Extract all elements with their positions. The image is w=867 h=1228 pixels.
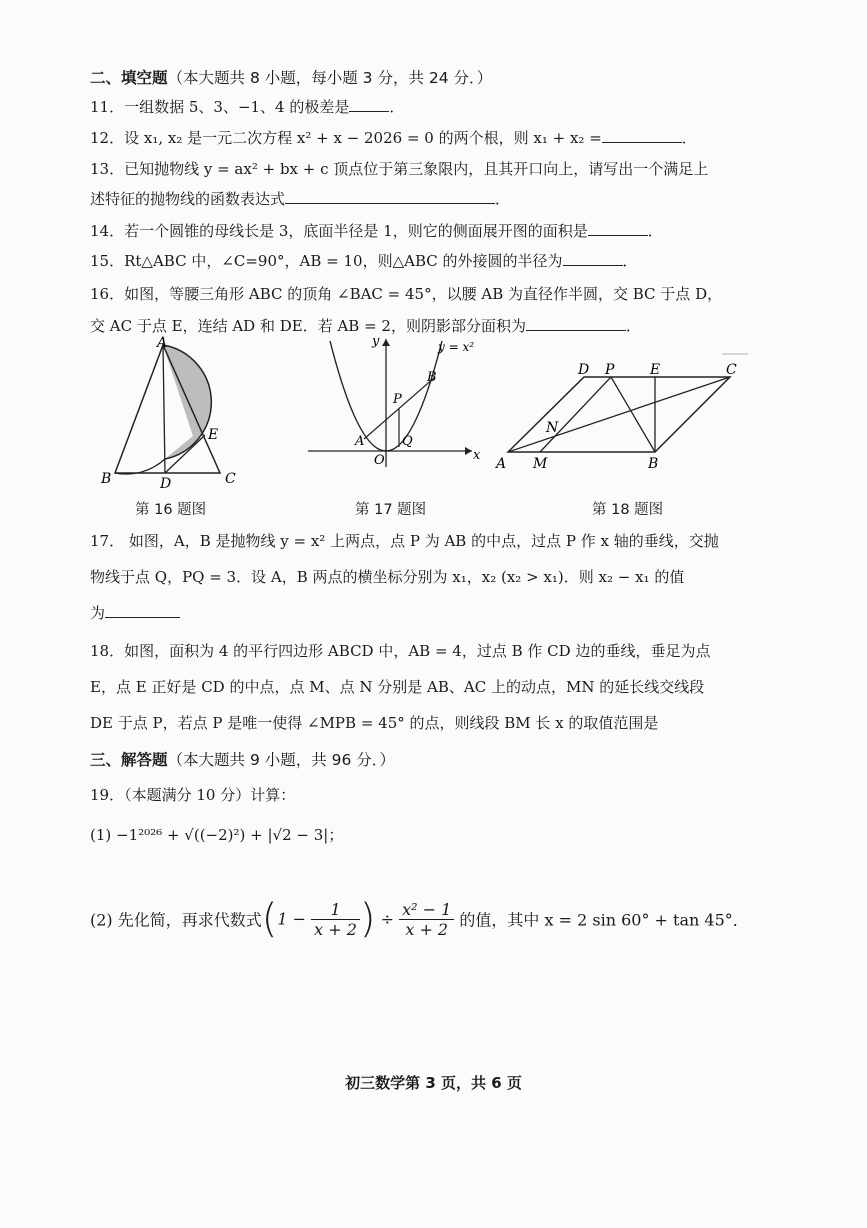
q16-line2: 交 AC 于点 E，连结 AD 和 DE．若 AB = 2，则阴影部分面积为 bbox=[90, 317, 526, 335]
q19-f2-numerator: x² − 1 bbox=[399, 900, 454, 920]
fig16-label-B: B bbox=[101, 471, 112, 487]
fig16-label-D: D bbox=[160, 476, 172, 490]
fig16-caption: 第 16 题图 bbox=[135, 502, 207, 518]
question-15 bbox=[90, 250, 638, 271]
fig18-label-P: P bbox=[605, 362, 615, 378]
fig16-semicircle-lower bbox=[115, 459, 165, 474]
q14-end: ． bbox=[647, 222, 663, 240]
fig17-label-O: O bbox=[374, 453, 385, 468]
q17-line3: 为 bbox=[90, 604, 106, 622]
fig17-x-arrow bbox=[465, 447, 472, 455]
q13-answer-blank[interactable] bbox=[285, 189, 495, 204]
fig17-label-y: y bbox=[372, 334, 380, 349]
fig18-label-C: C bbox=[726, 362, 737, 378]
fig17-label-B: B bbox=[427, 370, 437, 385]
fig18-label-E: E bbox=[650, 362, 661, 378]
q17-answer-blank[interactable] bbox=[105, 603, 180, 618]
q16-answer-blank[interactable] bbox=[526, 316, 626, 331]
fig17-label-A: A bbox=[355, 434, 365, 449]
fig16-label-E: E bbox=[208, 427, 219, 443]
question-13-line2 bbox=[90, 188, 510, 209]
q12-text: 12．设 x₁, x₂ 是一元二次方程 x² + x − 2026 = 0 的两个根，则 x₁ + x₂ = bbox=[90, 129, 602, 147]
q18-line3: DE 于点 P，若点 P 是唯一使得 ∠MPB = 45° 的点，则线段 BM 长 x 的取值范围是 bbox=[90, 714, 659, 732]
question-18-line2 bbox=[90, 676, 704, 697]
question-18-line3 bbox=[90, 712, 658, 733]
question-17-line3 bbox=[90, 602, 180, 623]
fig18-caption: 第 18 题图 bbox=[592, 502, 664, 518]
fig16-label-A: A bbox=[157, 335, 168, 351]
question-12 bbox=[90, 127, 697, 148]
section-2-note: （本大题共 8 小题，每小题 3 分，共 24 分．） bbox=[167, 69, 493, 87]
q19-f2-denominator: x + 2 bbox=[405, 919, 449, 939]
question-19-header bbox=[90, 784, 295, 805]
q19-part2-condition: 的值，其中 x = 2 sin 60° + tan 45°． bbox=[459, 910, 749, 930]
q19-header: 19．（本题满分 10 分）计算： bbox=[90, 786, 296, 804]
fig17-label-P: P bbox=[393, 392, 402, 407]
fig16-segment-DE bbox=[165, 435, 205, 473]
q16-end: ． bbox=[625, 317, 641, 335]
question-11 bbox=[90, 96, 404, 117]
q19-part1: (1) −1²⁰²⁶ + √((−2)²) + |√2 − 3|； bbox=[90, 826, 344, 844]
question-17-line1 bbox=[90, 530, 719, 551]
figure-17 bbox=[300, 333, 485, 473]
q13-line1: 13．已知抛物线 y = ax² + bx + c 顶点位于第三象限内，且其开口向上，请写出一个满足上 bbox=[90, 160, 709, 178]
q19-fraction-1 bbox=[311, 900, 360, 939]
question-18-line1 bbox=[90, 640, 710, 661]
question-14 bbox=[90, 220, 663, 241]
fig18-label-D: D bbox=[578, 362, 590, 378]
question-16-line1 bbox=[90, 283, 722, 304]
section-3-title: 三、解答题 bbox=[90, 751, 168, 769]
fig18-segment-MP bbox=[540, 377, 611, 452]
q19-part2-one-minus: 1 − bbox=[277, 909, 307, 929]
q12-end: ． bbox=[681, 129, 697, 147]
q18-line1: 18．如图，面积为 4 的平行四边形 ABCD 中，AB = 4，过点 B 作 CD 边的垂线，垂足为点 bbox=[90, 642, 711, 660]
q11-answer-blank[interactable] bbox=[349, 97, 389, 112]
q19-f1-denominator: x + 2 bbox=[314, 919, 357, 939]
q16-line1: 16．如图，等腰三角形 ABC 的顶角 ∠BAC = 45°，以腰 AB 为直径作半圆，交 BC 于点 D， bbox=[90, 285, 723, 303]
section-2-title: 二、填空题 bbox=[90, 69, 168, 87]
fig17-caption: 第 17 题图 bbox=[355, 502, 427, 518]
page-footer: 初三数学第 3 页，共 6 页 bbox=[345, 1074, 522, 1092]
fig16-label-C: C bbox=[225, 471, 236, 487]
fig17-label-x: x bbox=[473, 448, 481, 463]
q12-answer-blank[interactable] bbox=[602, 128, 682, 143]
q14-answer-blank[interactable] bbox=[588, 221, 648, 236]
figure-16 bbox=[95, 335, 245, 490]
section-2-header bbox=[90, 66, 492, 88]
q19-divide-sign: ÷ bbox=[380, 909, 395, 929]
fig16-segment-AD bbox=[163, 345, 165, 473]
section-3-header bbox=[90, 748, 395, 770]
q19-part2-intro: (2) 先化简，再求代数式 bbox=[90, 910, 262, 930]
q13-line2: 述特征的抛物线的函数表达式 bbox=[90, 190, 286, 208]
fig18-diagonal-AC bbox=[508, 377, 730, 452]
question-17-line2 bbox=[90, 566, 684, 587]
fig17-curve-label: y = x² bbox=[438, 340, 475, 354]
q11-end: ． bbox=[389, 98, 405, 116]
fig17-y-arrow bbox=[382, 339, 390, 346]
question-19-part2: (2) 先化简，再求代数式(1 − $\frac{1}{x + 2}$ ) ÷ $\frac{\text{x² − 1}}{x + 2}$ 的值，其中 x = 2 sin 60° + tan 45°． bbox=[90, 896, 749, 942]
fig18-label-N: N bbox=[546, 420, 559, 436]
section-3-note: （本大题共 9 小题，共 96 分．） bbox=[167, 751, 396, 769]
q13-end: ． bbox=[495, 190, 511, 208]
q14-text: 14．若一个圆锥的母线长是 3，底面半径是 1，则它的侧面展开图的面积是 bbox=[90, 222, 588, 240]
question-13-line1 bbox=[90, 158, 708, 179]
figure-18 bbox=[490, 352, 760, 472]
q15-answer-blank[interactable] bbox=[563, 251, 623, 266]
fig18-label-M: M bbox=[533, 456, 548, 472]
q11-text: 11．一组数据 5、3、−1、4 的极差是 bbox=[90, 98, 350, 116]
q18-line2: E，点 E 正好是 CD 的中点，点 M、点 N 分别是 AB、AC 上的动点，MN 的延长线交线段 bbox=[90, 678, 705, 696]
q19-f1-numerator: 1 bbox=[311, 900, 360, 920]
q17-line2: 物线于点 Q，PQ = 3．设 A，B 两点的横坐标分别为 x₁，x₂ (x₂ > x₁)．则 x₂ − x₁ 的值 bbox=[90, 568, 685, 586]
q15-text: 15．Rt△ABC 中，∠C=90°，AB = 10，则△ABC 的外接圆的半径为 bbox=[90, 252, 563, 270]
fig18-label-A: A bbox=[496, 456, 507, 472]
fig17-label-Q: Q bbox=[402, 434, 413, 449]
fig18-label-B: B bbox=[648, 456, 659, 472]
q19-fraction-2 bbox=[399, 900, 454, 939]
question-19-part1 bbox=[90, 824, 343, 845]
q15-end: ． bbox=[622, 252, 638, 270]
q17-line1: 17． 如图，A，B 是抛物线 y = x² 上两点，点 P 为 AB 的中点，过点 P 作 x 轴的垂线，交抛 bbox=[90, 532, 719, 550]
